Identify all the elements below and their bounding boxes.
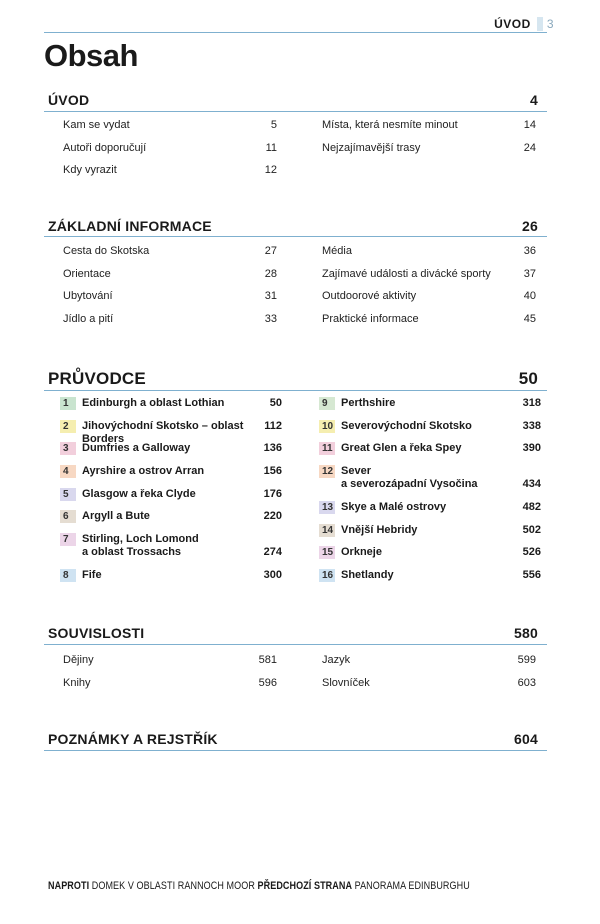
- region-number-badge: 6: [60, 510, 76, 523]
- top-rule: [44, 32, 547, 33]
- region-name: [341, 397, 515, 410]
- header-tab-marker: [537, 17, 543, 31]
- toc-entry-label: Ubytování: [63, 290, 113, 303]
- region-page: 156: [263, 465, 282, 478]
- photo-caption-footer: [48, 880, 470, 892]
- toc-entry-label: Média: [322, 245, 352, 257]
- toc-entry[interactable]: [63, 312, 277, 335]
- region-name-line1: Argyll a Bute: [82, 510, 150, 523]
- page-number: 3: [546, 17, 554, 31]
- region-name-line1: Shetlandy: [341, 569, 394, 582]
- toc-entry-page: 24: [523, 141, 536, 154]
- souvislosti-right-column: [322, 653, 536, 698]
- region-name: [341, 420, 515, 433]
- region-entry[interactable]: [319, 442, 541, 465]
- region-entry[interactable]: [319, 524, 541, 547]
- toc-entry-label: Praktické informace: [322, 313, 419, 326]
- toc-entry-page: 5: [270, 119, 277, 131]
- section-title: ÚVOD: [48, 92, 90, 108]
- region-name-line1: Fife: [82, 569, 102, 582]
- region-page: 526: [522, 546, 541, 559]
- toc-entry[interactable]: [322, 118, 536, 141]
- toc-entry-page: 603: [517, 676, 536, 689]
- toc-entry[interactable]: [322, 676, 536, 699]
- region-number-badge: 7: [60, 533, 76, 546]
- section-page: 26: [522, 218, 538, 234]
- region-page: 338: [522, 419, 541, 432]
- region-name-line1: Vnější Hebridy: [341, 523, 418, 536]
- region-name: [341, 465, 515, 491]
- section-rule: [44, 111, 547, 112]
- region-name-line1: Dumfries a Galloway: [82, 442, 191, 455]
- toc-entry-page: 14: [523, 119, 536, 131]
- region-name: [341, 501, 515, 514]
- region-page: 556: [522, 569, 541, 582]
- region-number-badge: 9: [319, 397, 335, 410]
- toc-entry[interactable]: [322, 312, 536, 335]
- toc-entry-label: Knihy: [63, 676, 91, 689]
- toc-entry-label: Dějiny: [63, 654, 94, 666]
- section-page: 604: [514, 731, 538, 747]
- toc-entry[interactable]: [63, 289, 277, 312]
- region-name: [82, 465, 256, 478]
- region-name-line1: Orkneje: [341, 546, 382, 559]
- region-number-badge: 16: [319, 569, 335, 582]
- region-name: [82, 510, 256, 523]
- toc-entry-page: 599: [517, 654, 536, 666]
- region-page: 434: [522, 478, 541, 491]
- toc-entry[interactable]: [63, 244, 277, 267]
- section-page: 50: [518, 369, 538, 388]
- toc-entry-label: Jídlo a pití: [63, 313, 114, 326]
- region-page: 390: [522, 442, 541, 455]
- region-page: 176: [263, 487, 282, 500]
- region-name-line1: Skye a Malé ostrovy: [341, 501, 447, 514]
- toc-entry-page: 12: [264, 164, 277, 177]
- region-number-badge: 4: [60, 465, 76, 478]
- region-page: 112: [264, 419, 282, 432]
- toc-entry[interactable]: [322, 141, 536, 164]
- region-entry[interactable]: [60, 465, 282, 488]
- region-name: [82, 533, 256, 559]
- region-entry[interactable]: [319, 569, 541, 592]
- region-name-line1: Severovýchodní Skotsko: [341, 419, 472, 432]
- region-page: 502: [522, 523, 541, 536]
- toc-entry[interactable]: [322, 289, 536, 312]
- region-name-line1: Ayrshire a ostrov Arran: [82, 465, 205, 478]
- toc-entry[interactable]: [63, 267, 277, 290]
- region-entry[interactable]: [60, 569, 282, 592]
- toc-entry[interactable]: [63, 653, 277, 676]
- region-number-badge: 8: [60, 569, 76, 582]
- section-page: 580: [514, 625, 538, 641]
- region-entry[interactable]: [60, 510, 282, 533]
- region-name: [341, 442, 515, 455]
- souvislosti-left-column: [63, 653, 277, 698]
- region-name-line1: Stirling, Loch Lomond: [82, 533, 199, 546]
- section-title: POZNÁMKY A REJSTŘÍK: [48, 731, 218, 747]
- running-header-label: ÚVOD: [494, 17, 531, 31]
- toc-entry-label: Outdoorové aktivity: [322, 290, 417, 303]
- toc-entry-label: Cesta do Skotska: [63, 245, 150, 257]
- region-entry[interactable]: [60, 397, 282, 420]
- toc-entry-page: 45: [523, 313, 536, 326]
- section-poznamky-heading[interactable]: [48, 731, 538, 747]
- section-rule: [44, 750, 547, 751]
- section-page: 4: [530, 92, 538, 108]
- toc-entry-page: 27: [264, 245, 277, 257]
- pruvodce-right-column: [319, 397, 541, 592]
- region-page: 318: [522, 397, 541, 409]
- toc-entry-label: Jazyk: [322, 654, 351, 666]
- toc-entry-label: Zajímavé události a divácké sporty: [322, 267, 491, 280]
- toc-entry[interactable]: [63, 141, 277, 164]
- region-entry[interactable]: [60, 442, 282, 465]
- page-title: Obsah: [44, 38, 138, 73]
- region-entry[interactable]: [319, 397, 541, 420]
- toc-entry-page: 37: [523, 267, 536, 280]
- region-number-badge: 10: [319, 420, 335, 433]
- region-number-badge: 5: [60, 488, 76, 501]
- region-number-badge: 11: [319, 442, 335, 455]
- region-page: 274: [263, 546, 282, 559]
- uvod-left-column: [63, 118, 277, 186]
- region-number-badge: 13: [319, 501, 335, 514]
- toc-entry-page: 31: [264, 290, 277, 303]
- toc-entry[interactable]: [63, 163, 277, 186]
- region-page: 220: [263, 510, 282, 523]
- uvod-right-column: [322, 118, 536, 163]
- region-number-badge: 2: [60, 420, 76, 433]
- region-name: [82, 488, 256, 501]
- region-page: 300: [263, 569, 282, 582]
- region-number-badge: 1: [60, 397, 76, 410]
- running-header: [494, 17, 554, 31]
- toc-entry[interactable]: [322, 244, 536, 267]
- toc-entry-page: 581: [258, 654, 277, 666]
- region-name: [82, 442, 256, 455]
- region-name: [341, 546, 515, 559]
- region-name-line1: Glasgow a řeka Clyde: [82, 487, 196, 500]
- region-name-line1: Great Glen a řeka Spey: [341, 442, 462, 455]
- region-name-line1: Jihovýchodní Skotsko – oblast Borders: [82, 419, 244, 445]
- toc-entry-label: Místa, která nesmíte minout: [322, 119, 458, 131]
- region-page: 482: [522, 501, 541, 514]
- region-page: 136: [263, 442, 282, 455]
- section-rule: [44, 390, 547, 391]
- region-name: [82, 569, 256, 582]
- section-uvod-heading[interactable]: [48, 92, 538, 108]
- toc-entry-page: 33: [264, 313, 277, 326]
- toc-entry-page: 40: [523, 290, 536, 303]
- zakladni-left-column: [63, 244, 277, 335]
- toc-entry-label: Kam se vydat: [63, 119, 130, 131]
- region-name-line2: a severozápadní Vysočina: [341, 478, 478, 491]
- caption-label-opposite: NAPROTI: [48, 880, 90, 892]
- toc-entry-page: 596: [258, 676, 277, 689]
- region-name: [341, 569, 515, 582]
- section-souvislosti-heading[interactable]: [48, 625, 538, 641]
- caption-label-previous: PŘEDCHOZÍ STRANA: [257, 880, 353, 892]
- section-title: PRŮVODCE: [48, 369, 146, 388]
- region-number-badge: 3: [60, 442, 76, 455]
- caption-text-previous: PANORAMA EDINBURGHU: [354, 880, 470, 892]
- toc-entry-page: 36: [523, 245, 536, 257]
- region-entry[interactable]: [319, 420, 541, 443]
- toc-entry-label: Nejzajímavější trasy: [322, 141, 421, 154]
- toc-entry-label: Autoři doporučují: [63, 141, 147, 154]
- toc-entry-page: 11: [265, 141, 277, 154]
- pruvodce-left-column: [60, 397, 282, 592]
- region-name-line2: a oblast Trossachs: [82, 546, 182, 559]
- zakladni-right-column: [322, 244, 536, 335]
- region-entry[interactable]: [60, 488, 282, 511]
- region-name: [341, 524, 515, 537]
- section-title: SOUVISLOSTI: [48, 625, 145, 641]
- section-rule: [44, 236, 547, 237]
- region-name: [82, 397, 256, 410]
- section-rule: [44, 644, 547, 645]
- toc-entry-label: Kdy vyrazit: [63, 164, 117, 177]
- region-entry[interactable]: [60, 420, 282, 443]
- region-number-badge: 12: [319, 465, 335, 478]
- toc-entry-label: Orientace: [63, 267, 111, 280]
- toc-entry-page: 28: [264, 267, 277, 280]
- region-name-line1: Sever: [341, 465, 371, 478]
- region-number-badge: 15: [319, 546, 335, 559]
- region-entry[interactable]: [319, 501, 541, 524]
- region-entry[interactable]: [319, 465, 541, 501]
- region-name-line1: Edinburgh a oblast Lothian: [82, 397, 225, 409]
- region-entry[interactable]: [319, 546, 541, 569]
- toc-entry[interactable]: [322, 653, 536, 676]
- section-pruvodce-heading[interactable]: [48, 369, 538, 389]
- toc-entry-label: Slovníček: [322, 676, 370, 689]
- region-entry[interactable]: [60, 533, 282, 569]
- toc-entry[interactable]: [63, 676, 277, 699]
- section-title: ZÁKLADNÍ INFORMACE: [48, 218, 212, 234]
- region-page: 50: [269, 397, 282, 409]
- caption-text-opposite: DOMEK V OBLASTI RANNOCH MOOR: [91, 880, 255, 892]
- region-number-badge: 14: [319, 524, 335, 537]
- toc-entry[interactable]: [322, 267, 536, 290]
- section-zakladni-heading[interactable]: [48, 218, 538, 234]
- region-name-line1: Perthshire: [341, 397, 396, 409]
- toc-entry[interactable]: [63, 118, 277, 141]
